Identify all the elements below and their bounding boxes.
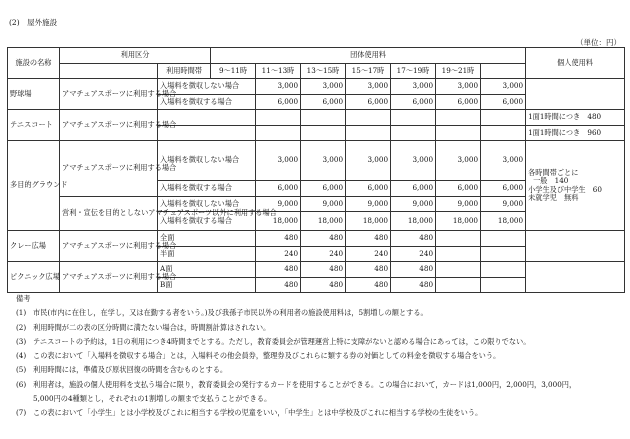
individual-fee-line: 一般 140 — [533, 176, 569, 186]
note-item — [16, 349, 621, 363]
fee-table — [7, 47, 625, 293]
fee-cell: 3,000 — [301, 141, 346, 181]
header-slot: 13〜15時 — [301, 63, 346, 79]
fee-cell: 240 — [391, 246, 436, 262]
table-row — [8, 110, 625, 126]
fee-cell: 3,000 — [256, 141, 301, 181]
fee-cell: 6,000 — [481, 94, 526, 110]
fee-type-cell: 入場料を徴収しない場合 — [158, 196, 256, 212]
fee-cell: 3,000 — [391, 141, 436, 181]
fee-cell: 3,000 — [436, 79, 481, 95]
fee-cell: 6,000 — [256, 94, 301, 110]
note-number: (7) — [16, 408, 27, 418]
note-number: (5) — [16, 365, 27, 375]
fee-cell — [301, 125, 346, 141]
fee-cell: 6,000 — [346, 94, 391, 110]
individual-fee-cell — [526, 231, 625, 262]
fee-cell — [301, 110, 346, 126]
fee-cell: 3,000 — [346, 79, 391, 95]
fee-cell: 3,000 — [481, 79, 526, 95]
usage-category-cell: アマチュアスポーツに利用する場合 — [60, 262, 158, 293]
header-row-1 — [8, 48, 625, 64]
fee-cell: 480 — [346, 277, 391, 293]
fee-cell: 480 — [346, 262, 391, 278]
fee-cell: 480 — [256, 277, 301, 293]
fee-cell — [256, 125, 301, 141]
fee-cell — [481, 277, 526, 293]
fee-cell: 480 — [301, 231, 346, 247]
facility-multipurpose: 多目的グラウンド — [8, 141, 60, 231]
note-text: テニスコートの予約は，1日の利用につき4時間までとする。ただし，教育委員会が管理運営上特に支障がないと認める場合にあっては，この限りでない。 — [33, 336, 531, 346]
fee-cell: 6,000 — [256, 181, 301, 197]
facility-tennis: テニスコート — [8, 110, 60, 141]
individual-fee-cell — [526, 262, 625, 293]
fee-cell — [391, 125, 436, 141]
fee-cell: 480 — [346, 231, 391, 247]
fee-cell: 6,000 — [301, 94, 346, 110]
fee-type-cell: 入場料を徴収しない場合 — [158, 141, 256, 181]
fee-cell: 6,000 — [346, 181, 391, 197]
fee-cell: 18,000 — [391, 212, 436, 231]
notes-heading: 備考 — [16, 294, 31, 303]
fee-cell: 480 — [256, 231, 301, 247]
fee-cell — [346, 125, 391, 141]
fee-cell: 480 — [391, 262, 436, 278]
table-row — [8, 231, 625, 247]
header-group-fee: 団体使用料 — [211, 48, 526, 64]
unit-label: （単位：円） — [576, 38, 621, 47]
note-text: 利用時間には，準備及び原状回復の時間を含むものとする。 — [33, 365, 228, 375]
facility-clay-plaza: クレー広場 — [8, 231, 60, 262]
fee-cell: 6,000 — [481, 181, 526, 197]
note-text: この表において「入場料を徴収する場合」とは，入場料その他会員券，整理券及びこれらに類する券の対価としての料金を徴収する場合をいう。 — [33, 351, 501, 361]
header-time-band: 利用時間帯 — [158, 63, 211, 79]
table-row — [8, 262, 625, 278]
section-title: (2) 屋外施設 — [9, 18, 58, 27]
header-individual-fee: 個人使用料 — [526, 48, 625, 79]
note-text: 利用時間が二の表の区分時間に満たない場合は，時間割計算はされない。 — [33, 322, 271, 332]
header-blank — [481, 63, 526, 79]
fee-cell: 240 — [301, 246, 346, 262]
fee-cell: 3,000 — [301, 79, 346, 95]
fee-cell: 18,000 — [481, 212, 526, 231]
header-facility: 施設の名称 — [8, 48, 60, 79]
fee-cell: 240 — [346, 246, 391, 262]
fee-cell — [436, 277, 481, 293]
fee-type-cell: 入場料を徴収する場合 — [158, 212, 256, 231]
note-text: 5,000円の4種類とし，それぞれの1割増しの額まで支払うことができる。 — [33, 394, 272, 404]
header-slot: 11〜13時 — [256, 63, 301, 79]
header-slot: 15〜17時 — [346, 63, 391, 79]
fee-cell: 3,000 — [346, 141, 391, 181]
fee-cell: 9,000 — [436, 196, 481, 212]
fee-type-cell: 半面 — [158, 246, 256, 262]
fee-cell: 18,000 — [301, 212, 346, 231]
fee-cell — [436, 246, 481, 262]
individual-fee-cell — [526, 79, 625, 110]
usage-category-cell: アマチュアスポーツに利用する場合 — [60, 141, 158, 197]
note-item — [16, 406, 621, 420]
fee-type-cell: 入場料を徴収する場合 — [158, 94, 256, 110]
fee-cell: 9,000 — [301, 196, 346, 212]
fee-cell: 3,000 — [481, 141, 526, 181]
header-blank — [60, 63, 158, 79]
fee-cell — [256, 110, 301, 126]
note-number: (4) — [16, 351, 27, 361]
note-item — [16, 321, 621, 335]
fee-cell: 9,000 — [256, 196, 301, 212]
individual-fee-line: 小学生及び中学生 60 — [528, 184, 602, 194]
header-slot: 9〜11時 — [211, 63, 256, 79]
note-item — [16, 335, 621, 349]
note-item — [16, 306, 621, 320]
fee-cell: 480 — [256, 262, 301, 278]
fee-cell — [436, 262, 481, 278]
individual-fee-line: 未就学児 無料 — [528, 192, 579, 202]
fee-cell: 480 — [391, 231, 436, 247]
fee-cell: 3,000 — [436, 141, 481, 181]
fee-cell: 480 — [391, 277, 436, 293]
fee-cell: 18,000 — [436, 212, 481, 231]
note-number: (1) — [16, 308, 27, 318]
fee-cell — [481, 246, 526, 262]
note-number: (3) — [16, 336, 27, 346]
note-number: (6) — [16, 379, 27, 389]
fee-cell — [436, 231, 481, 247]
fee-cell — [481, 262, 526, 278]
header-slot: 17〜19時 — [391, 63, 436, 79]
fee-cell: 6,000 — [301, 181, 346, 197]
fee-cell — [481, 231, 526, 247]
header-usage-category: 利用区分 — [60, 48, 211, 64]
usage-category-cell: アマチュアスポーツに利用する場合 — [60, 79, 158, 110]
note-item — [16, 378, 621, 392]
fee-cell — [481, 125, 526, 141]
fee-cell: 6,000 — [436, 181, 481, 197]
individual-fee-cell: 1面1時間につき 960 — [526, 125, 625, 141]
note-text: 市民(市内に在住し，在学し，又は在勤する者をいう。)及び我孫子市民以外の利用者の施設使用料は，5割増しの額とする。 — [33, 308, 428, 318]
note-text: この表において「小学生」とは小学校及びこれに相当する学校の児童をいい，「中学生」とは中学校及びこれに相当する学校の生徒をいう。 — [33, 408, 483, 418]
note-item — [16, 363, 621, 377]
fee-cell: 6,000 — [391, 94, 436, 110]
table-row — [8, 141, 625, 181]
facility-picnic-plaza: ピクニック広場 — [8, 262, 60, 293]
fee-cell: 18,000 — [256, 212, 301, 231]
fee-type-cell: B面 — [158, 277, 256, 293]
fee-type-cell: 入場料を徴収しない場合 — [158, 79, 256, 95]
fee-cell — [391, 110, 436, 126]
fee-cell: 3,000 — [256, 79, 301, 95]
individual-fee-cell — [526, 141, 625, 231]
fee-cell: 6,000 — [436, 94, 481, 110]
fee-cell: 480 — [301, 277, 346, 293]
usage-category-cell: 営利・宣伝を目的としないアマチュアスポーツ以外に利用する場合 — [60, 196, 158, 231]
fee-cell: 240 — [256, 246, 301, 262]
note-number: (2) — [16, 322, 27, 332]
fee-cell — [436, 125, 481, 141]
fee-cell: 9,000 — [391, 196, 436, 212]
fee-cell — [481, 110, 526, 126]
fee-cell: 6,000 — [391, 181, 436, 197]
individual-fee-cell: 1面1時間につき 480 — [526, 110, 625, 126]
usage-category-cell: アマチュアスポーツに利用する場合 — [60, 110, 158, 141]
individual-fee-line: 各時間帯ごとに — [528, 167, 579, 177]
fee-cell — [346, 110, 391, 126]
fee-cell: 9,000 — [346, 196, 391, 212]
fee-type-cell: 入場料を徴収する場合 — [158, 181, 256, 197]
fee-type-cell: 全面 — [158, 231, 256, 247]
fee-cell — [436, 110, 481, 126]
note-item-continuation — [16, 392, 621, 406]
facility-baseball: 野球場 — [8, 79, 60, 110]
header-slot: 19〜21時 — [436, 63, 481, 79]
fee-cell: 3,000 — [391, 79, 436, 95]
notes-section — [16, 292, 621, 421]
usage-category-cell: アマチュアスポーツに利用する場合 — [60, 231, 158, 262]
fee-cell: 9,000 — [481, 196, 526, 212]
fee-cell: 480 — [301, 262, 346, 278]
table-row — [8, 79, 625, 95]
note-text: 利用者は，施設の個人使用料を支払う場合に限り，教育委員会の発行するカードを使用することができる。この場合において，カードは1,000円，2,000円，3,000円， — [33, 379, 577, 389]
fee-type-cell: A面 — [158, 262, 256, 278]
fee-cell: 18,000 — [346, 212, 391, 231]
